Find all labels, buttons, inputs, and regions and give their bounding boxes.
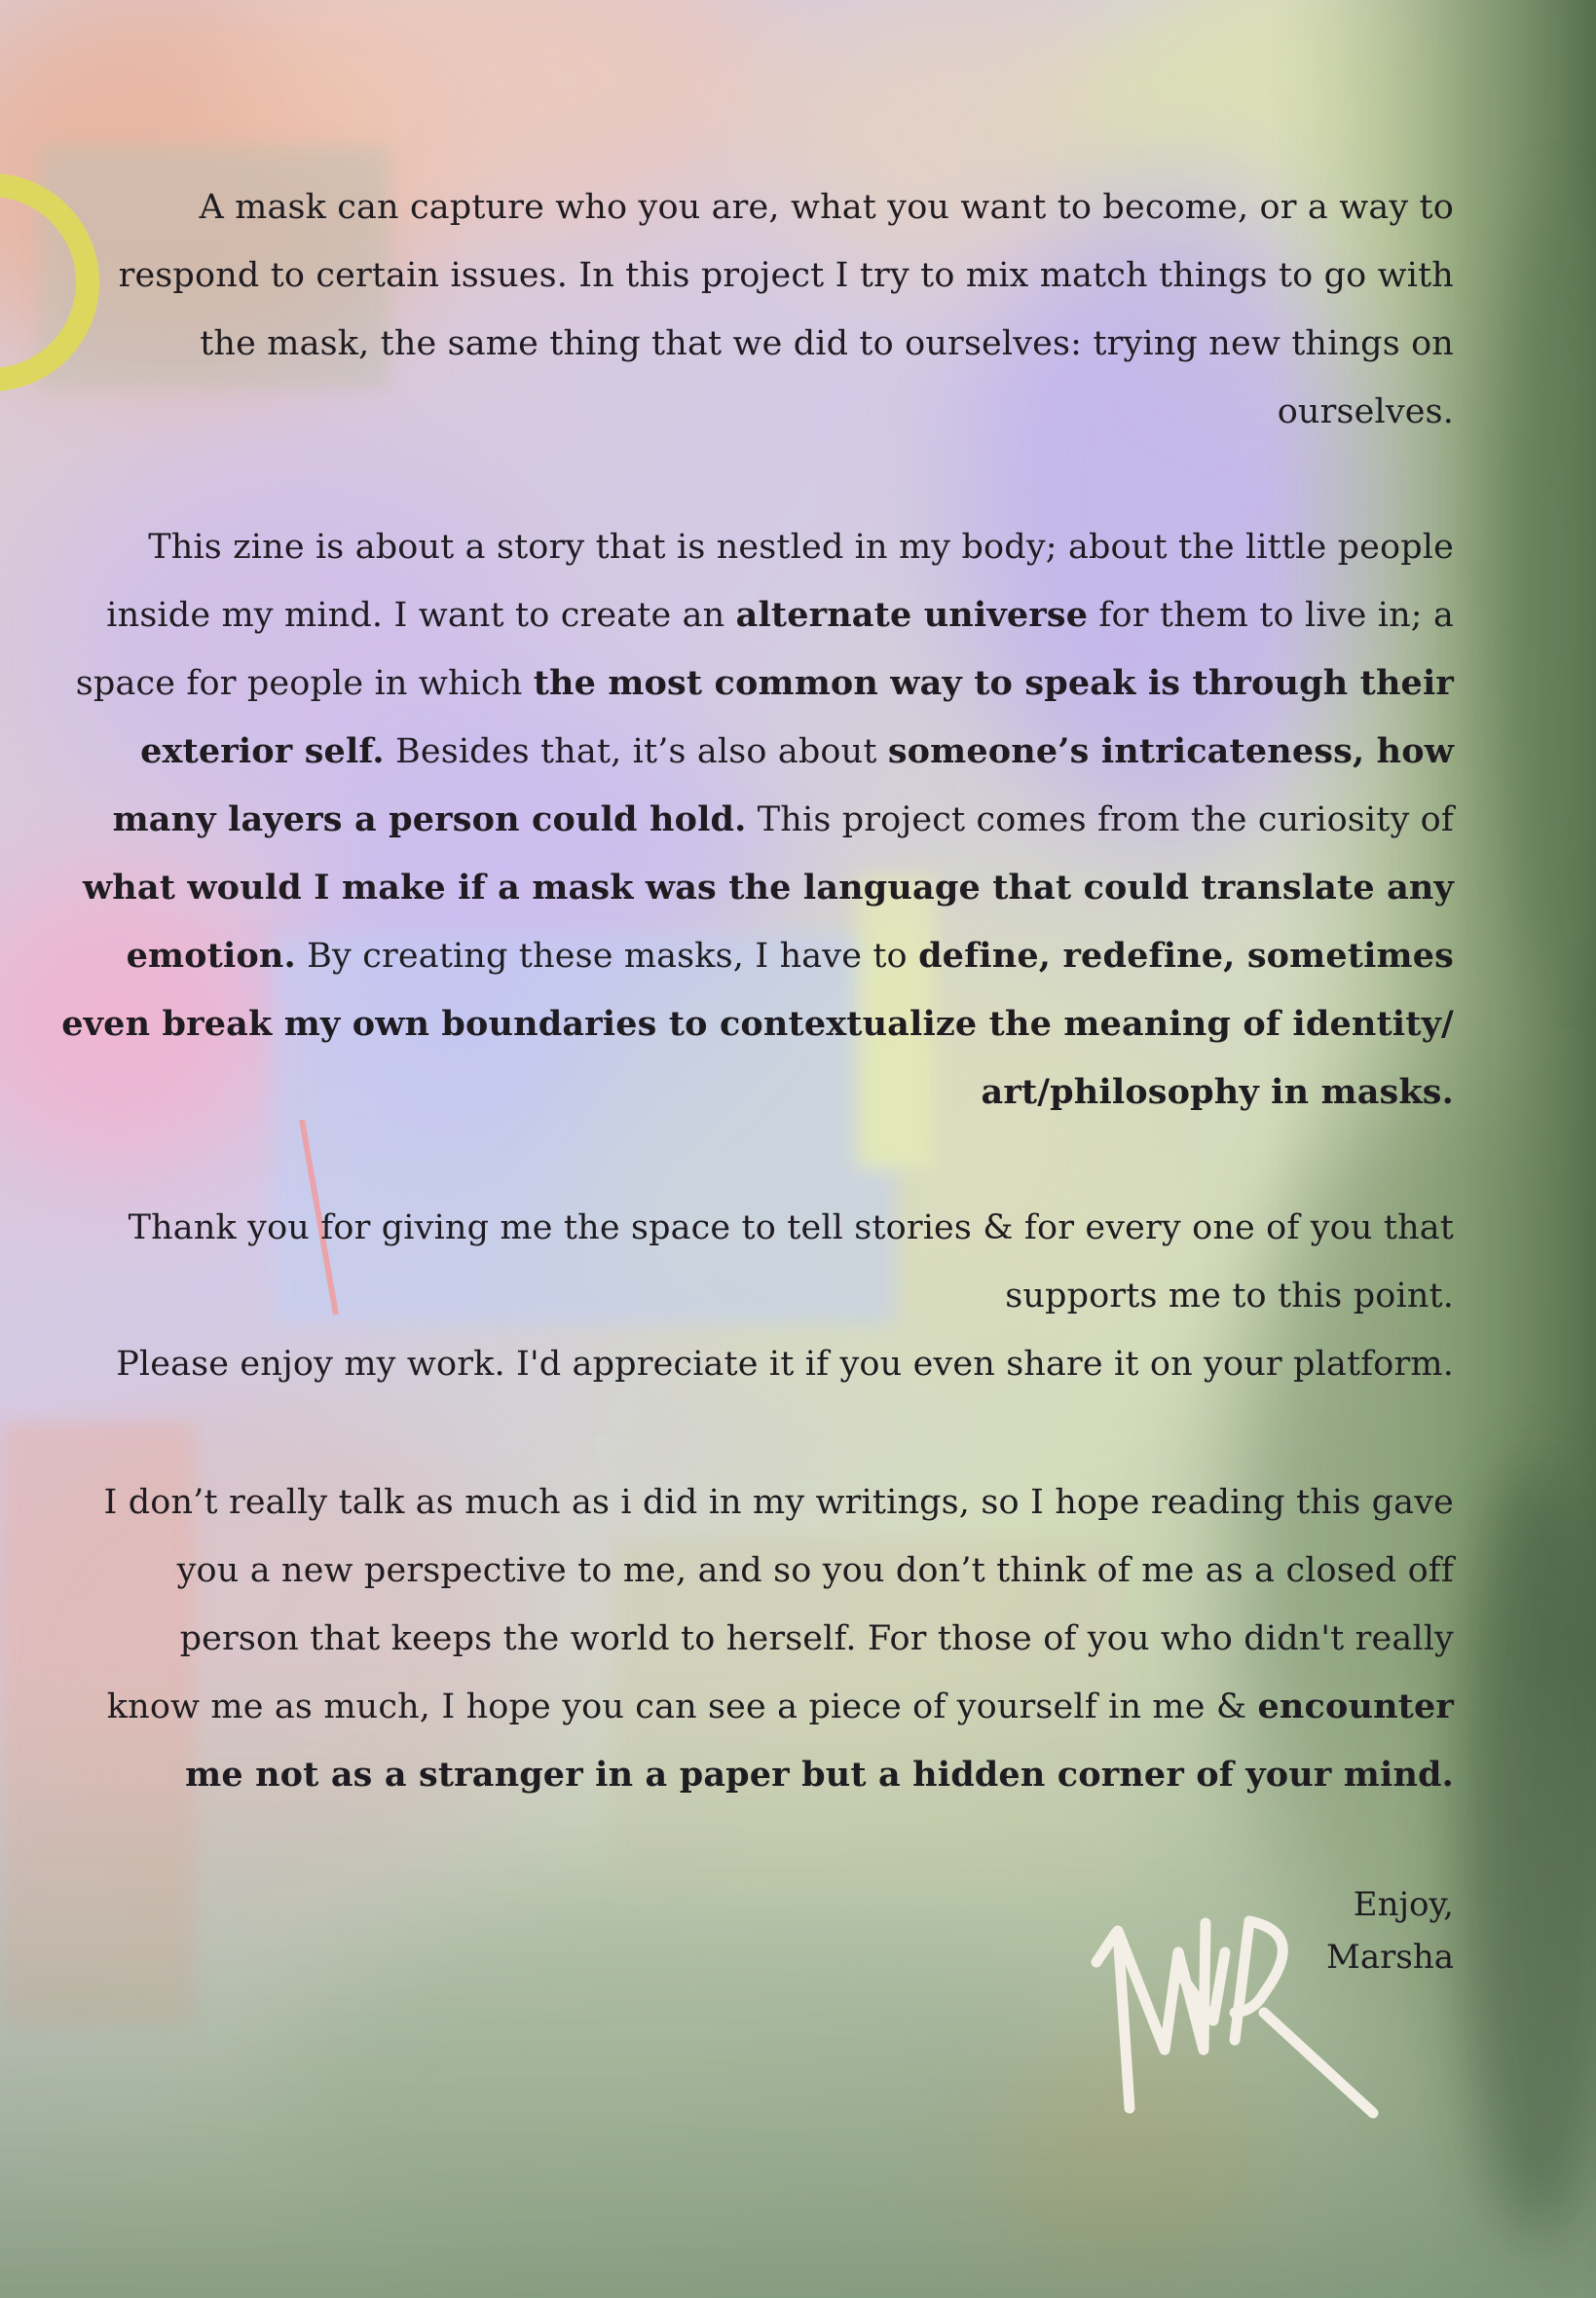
author-name: Marsha [1326, 1938, 1454, 1977]
text-line [103, 1605, 1454, 1673]
text-line [61, 1058, 1454, 1127]
text-segment: A mask can capture who you are, what you want to become, or a way to [199, 188, 1454, 227]
text-line [116, 1330, 1454, 1398]
text-segment: By creating these masks, I have to [295, 937, 919, 976]
paragraph-2 [61, 513, 1454, 1127]
text-line [119, 378, 1454, 446]
bold-text-segment: what would I make if a mask was the language that could translate any [83, 868, 1454, 908]
text-segment: respond to certain issues. In this project I try to mix match things to go with [118, 256, 1454, 295]
text-line [119, 310, 1454, 378]
text-line [103, 1468, 1454, 1537]
bold-text-segment: alternate universe [735, 595, 1089, 635]
text-line [61, 786, 1454, 854]
bold-text-segment: exterior self. [140, 731, 385, 771]
bold-text-segment: me not as a stranger in a paper but a hidden corner of your mind. [185, 1755, 1454, 1795]
bold-text-segment: emotion. [126, 936, 296, 976]
bold-text-segment: many layers a person could hold. [112, 799, 747, 839]
text-line [103, 1741, 1454, 1809]
text-segment: This zine is about a story that is nestled in my body; about the little people [148, 528, 1454, 567]
text-line [61, 922, 1454, 990]
bold-text-segment: the most common way to speak is through their [533, 663, 1454, 703]
closing-text: Enjoy, [1353, 1885, 1454, 1924]
text-segment: Besides that, it’s also about [384, 732, 888, 771]
text-segment: space for people in which [75, 664, 534, 703]
text-segment: the mask, the same thing that we did to ourselves: trying new things on [200, 324, 1454, 363]
text-segment: you a new perspective to me, and so you don’t think of me as a closed off [176, 1551, 1454, 1590]
text-line [61, 581, 1454, 649]
text-segment: for them to live in; a [1088, 596, 1454, 635]
text-line [116, 1262, 1454, 1330]
paragraph-3 [116, 1194, 1454, 1398]
text-line [119, 241, 1454, 310]
paragraph-1 [119, 173, 1454, 446]
text-line [61, 649, 1454, 718]
bold-text-segment: encounter [1257, 1686, 1454, 1726]
text-segment: know me as much, I hope you can see a piece of yourself in me & [106, 1687, 1258, 1726]
text-segment: person that keeps the world to herself. For those of you who didn't really [179, 1619, 1454, 1658]
text-line [61, 854, 1454, 922]
text-segment: Please enjoy my work. I'd appreciate it if you even share it on your platform. [116, 1345, 1454, 1384]
signature-monogram [1089, 1904, 1381, 2128]
bold-text-segment: define, redefine, sometimes [918, 936, 1454, 976]
text-line [119, 173, 1454, 241]
text-segment: Thank you for giving me the space to tell stories & for every one of you that [128, 1208, 1454, 1247]
text-segment: ourselves. [1277, 392, 1454, 431]
bold-text-segment: someone’s intricateness, how [887, 731, 1454, 771]
text-segment: I don’t really talk as much as i did in my writings, so I hope reading this gave [103, 1483, 1454, 1522]
text-line [61, 513, 1454, 581]
bold-text-segment: art/philosophy in masks. [981, 1072, 1454, 1112]
text-segment: inside my mind. I want to create an [106, 596, 736, 635]
text-segment: supports me to this point. [1005, 1277, 1454, 1316]
bold-text-segment: even break my own boundaries to contextualize the meaning of identity/ [61, 1004, 1454, 1044]
text-line [61, 990, 1454, 1058]
text-line [103, 1537, 1454, 1605]
paragraph-4 [103, 1468, 1454, 1809]
text-line [116, 1194, 1454, 1262]
text-segment: This project comes from the curiosity of [746, 800, 1454, 839]
text-line [103, 1673, 1454, 1741]
text-line [61, 718, 1454, 786]
